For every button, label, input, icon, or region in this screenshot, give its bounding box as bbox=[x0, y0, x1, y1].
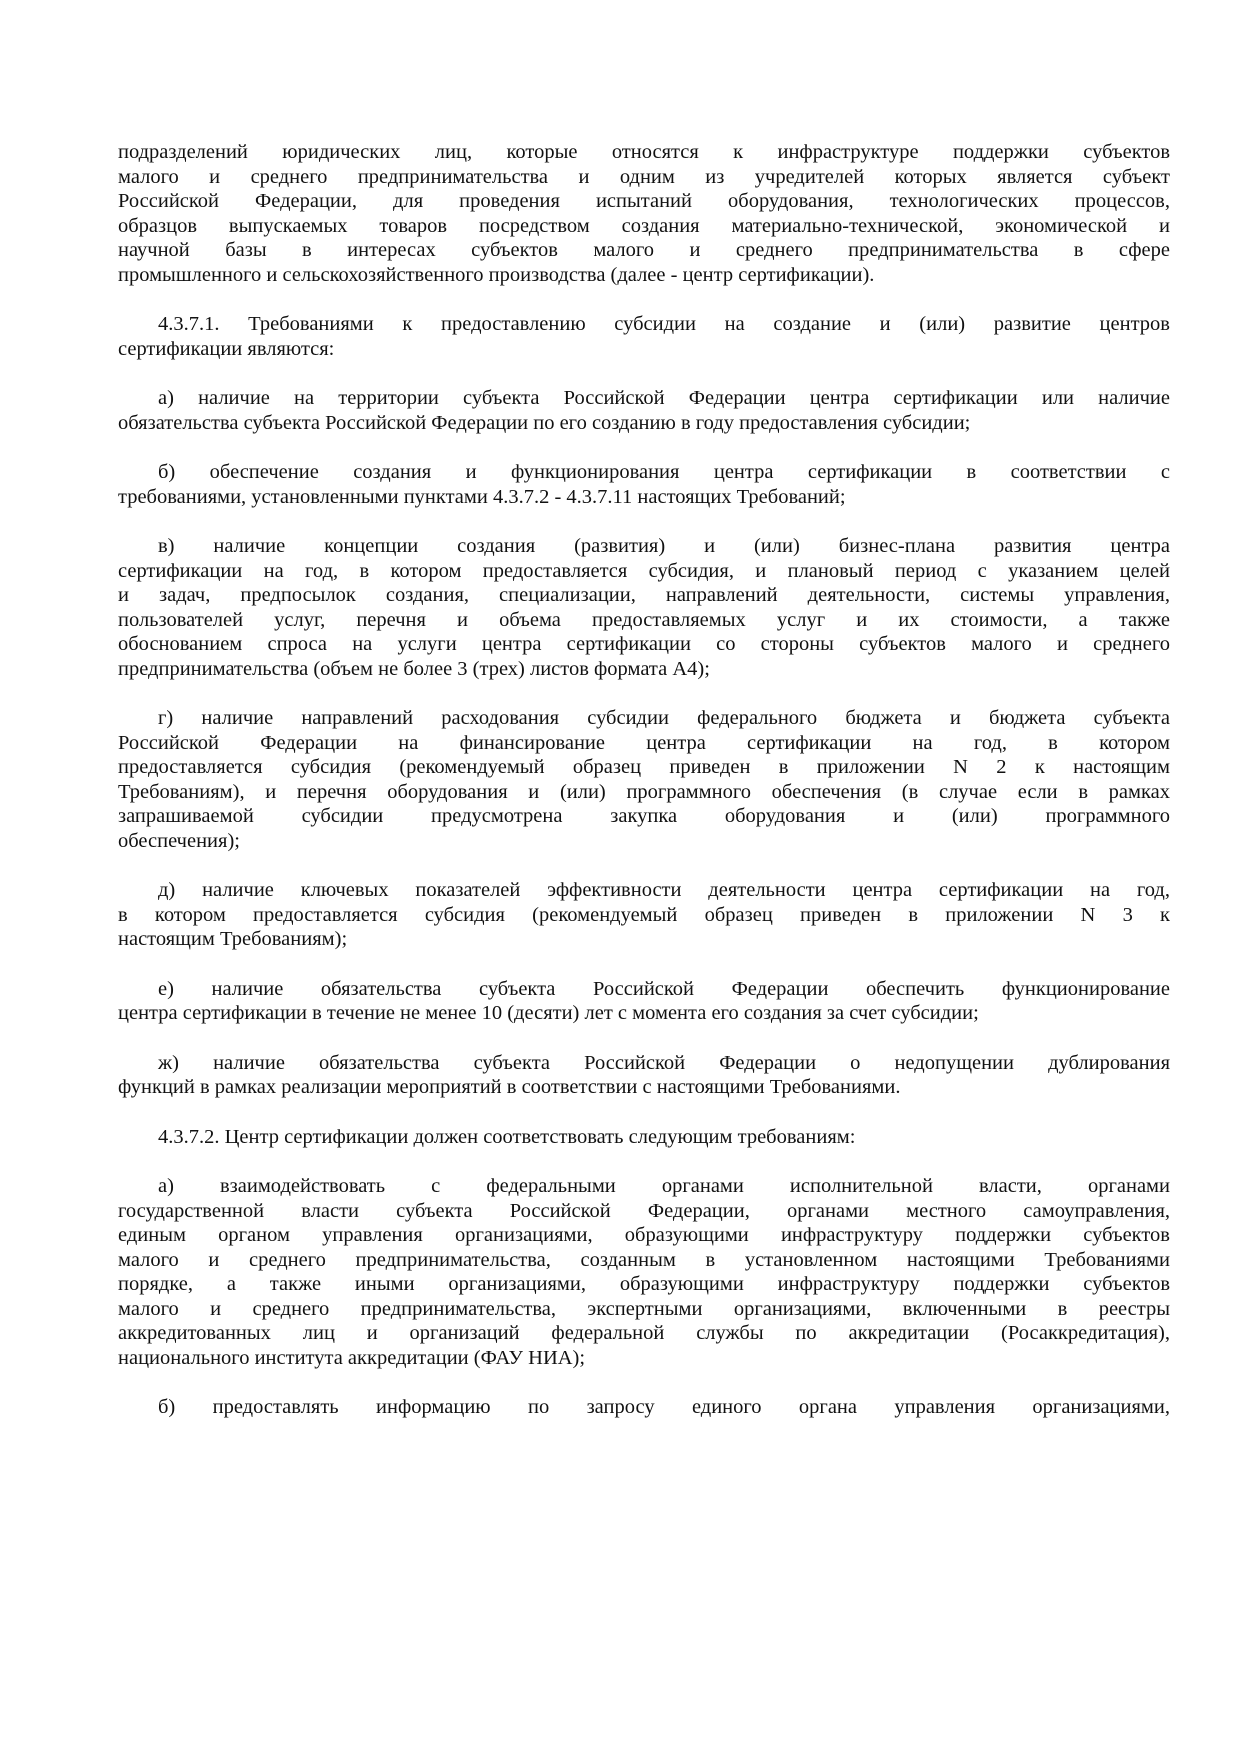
text-line: центра сертификации в течение не менее 10 (десяти) лет с момента его создания за счет субсидии; bbox=[118, 1002, 979, 1024]
paragraph bbox=[118, 534, 1170, 681]
paragraph bbox=[118, 460, 1170, 509]
paragraph bbox=[118, 1174, 1170, 1370]
paragraph bbox=[118, 386, 1170, 435]
text-line: б) предоставлять информацию по запросу единого органа управления организациями, bbox=[158, 1396, 1170, 1418]
text-line: научной базы в интересах субъектов малого и среднего предпринимательства в сфере bbox=[118, 239, 1170, 261]
text-line: пользователей услуг, перечня и объема предоставляемых услуг и их стоимости, а также bbox=[118, 608, 1170, 631]
text-line: настоящим Требованиям); bbox=[118, 928, 348, 950]
text-line: промышленного и сельскохозяйственного производства (далее - центр сертификации). bbox=[118, 263, 875, 286]
text-line: малого и среднего предпринимательства, экспертными организациями, включенными в реестры bbox=[118, 1297, 1170, 1320]
paragraph bbox=[118, 706, 1170, 853]
text-line: ж) наличие обязательства субъекта Российской Федерации о недопущении дублирования bbox=[158, 1051, 1170, 1074]
text-line: в) наличие концепции создания (развития) и (или) бизнес-плана развития центра bbox=[158, 535, 1170, 557]
paragraph bbox=[118, 140, 1170, 287]
document-page bbox=[118, 140, 1170, 1445]
text-line: г) наличие направлений расходования субсидии федерального бюджета и бюджета субъекта bbox=[158, 707, 1170, 729]
paragraph bbox=[118, 1125, 1170, 1150]
text-line: и задач, предпосылок создания, специализации, направлений деятельности, системы управления, bbox=[118, 584, 1170, 606]
paragraph bbox=[118, 1395, 1170, 1420]
text-line: национального института аккредитации (ФАУ НИА); bbox=[118, 1346, 586, 1369]
text-line: обеспечения); bbox=[118, 829, 240, 852]
text-line: Российской Федерации, для проведения испытаний оборудования, технологических процессов, bbox=[118, 190, 1170, 212]
paragraph bbox=[118, 312, 1170, 361]
paragraph bbox=[118, 878, 1170, 952]
text-line: сертификации на год, в котором предоставляется субсидия, и плановый период с указанием целей bbox=[118, 559, 1170, 582]
text-line: а) наличие на территории субъекта Российской Федерации центра сертификации или наличие bbox=[158, 387, 1170, 409]
text-line: образцов выпускаемых товаров посредством создания материально-технической, экономической и bbox=[118, 214, 1170, 237]
text-line: государственной власти субъекта Российской Федерации, органами местного самоуправления, bbox=[118, 1199, 1170, 1222]
text-line: аккредитованных лиц и организаций федеральной службы по аккредитации (Росаккредитация), bbox=[118, 1322, 1170, 1344]
text-line: малого и среднего предпринимательства, созданным в установленном настоящими Требованиями bbox=[118, 1248, 1170, 1271]
text-line: требованиями, установленными пунктами 4.3.7.2 - 4.3.7.11 настоящих Требований; bbox=[118, 485, 846, 508]
text-line: подразделений юридических лиц, которые относятся к инфраструктуре поддержки субъектов bbox=[118, 141, 1170, 163]
text-line: 4.3.7.2. Центр сертификации должен соответствовать следующим требованиям: bbox=[158, 1125, 856, 1148]
text-line: б) обеспечение создания и функционирования центра сертификации в соответствии с bbox=[158, 461, 1170, 483]
text-line: Российской Федерации на финансирование центра сертификации на год, в котором bbox=[118, 731, 1170, 754]
text-line: предпринимательства (объем не более 3 (трех) листов формата А4); bbox=[118, 657, 710, 680]
text-line: функций в рамках реализации мероприятий в соответствии с настоящими Требованиями. bbox=[118, 1076, 901, 1098]
text-line: 4.3.7.1. Требованиями к предоставлению субсидии на создание и (или) развитие центров bbox=[158, 313, 1170, 335]
text-line: малого и среднего предпринимательства и одним из учредителей которых является субъект bbox=[118, 165, 1170, 188]
text-line: обязательства субъекта Российской Федерации по его созданию в году предоставления субсидии; bbox=[118, 411, 971, 434]
text-line: единым органом управления организациями, образующими инфраструктуру поддержки субъектов bbox=[118, 1224, 1170, 1246]
text-line: порядке, а также иными организациями, образующими инфраструктуру поддержки субъектов bbox=[118, 1273, 1170, 1295]
text-line: в котором предоставляется субсидия (рекомендуемый образец приведен в приложении N 3 к bbox=[118, 903, 1170, 926]
text-line: обоснованием спроса на услуги центра сертификации со стороны субъектов малого и среднего bbox=[118, 633, 1170, 655]
paragraph bbox=[118, 1051, 1170, 1100]
text-line: а) взаимодействовать с федеральными органами исполнительной власти, органами bbox=[158, 1175, 1170, 1197]
text-line: сертификации являются: bbox=[118, 337, 335, 360]
paragraph bbox=[118, 977, 1170, 1026]
text-line: запрашиваемой субсидии предусмотрена закупка оборудования и (или) программного bbox=[118, 805, 1170, 827]
text-line: Требованиям), и перечня оборудования и (или) программного обеспечения (в случае если в рамках bbox=[118, 780, 1170, 803]
text-line: е) наличие обязательства субъекта Российской Федерации обеспечить функционирование bbox=[158, 977, 1170, 1000]
text-line: д) наличие ключевых показателей эффективности деятельности центра сертификации на год, bbox=[158, 879, 1170, 901]
text-line: предоставляется субсидия (рекомендуемый образец приведен в приложении N 2 к настоящим bbox=[118, 756, 1170, 778]
